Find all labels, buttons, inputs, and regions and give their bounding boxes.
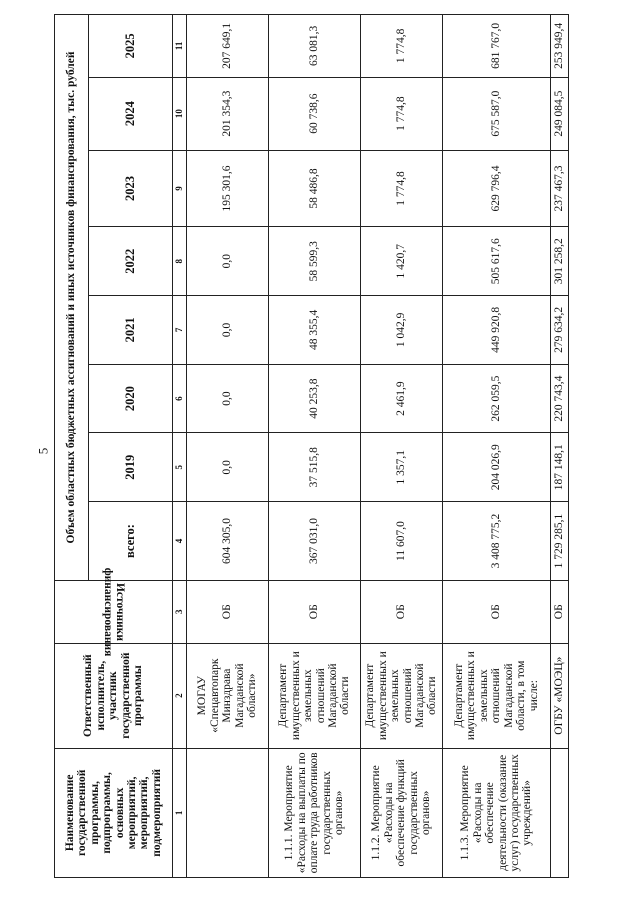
row-name: 1.1.3. Мероприятие «Расходы на обеспечение деятельности (оказание услуг) государственных учреждений» xyxy=(443,748,551,877)
column-number: 10 xyxy=(173,77,187,150)
row-responsible: ОГБУ «МОЭЦ» xyxy=(551,643,569,748)
row-value: 2 461,9 xyxy=(361,364,443,433)
table-row xyxy=(269,15,361,878)
header-year: 2020 xyxy=(89,364,173,433)
row-responsible: МОГАУ «Спецавтопарк Минздрава Магаданской области» xyxy=(187,643,269,748)
header-total: всего: xyxy=(89,502,173,581)
table-row xyxy=(443,15,551,878)
row-responsible: Департамент имущественных и земельных отношений Магаданской области xyxy=(269,643,361,748)
row-total: 367 031,0 xyxy=(269,502,361,581)
column-number: 8 xyxy=(173,227,187,296)
header-year: 2021 xyxy=(89,296,173,365)
column-number: 7 xyxy=(173,296,187,365)
row-total: 604 305,0 xyxy=(187,502,269,581)
row-value: 1 420,7 xyxy=(361,227,443,296)
row-value: 0,0 xyxy=(187,364,269,433)
row-value: 301 258,2 xyxy=(551,227,569,296)
table-row xyxy=(187,15,269,878)
row-value: 629 796,4 xyxy=(443,150,551,227)
column-number: 4 xyxy=(173,502,187,581)
row-total: 3 408 775,2 xyxy=(443,502,551,581)
row-value: 58 599,3 xyxy=(269,227,361,296)
row-value: 279 634,2 xyxy=(551,296,569,365)
row-value: 207 649,1 xyxy=(187,15,269,78)
budget-table xyxy=(54,14,569,878)
row-value: 0,0 xyxy=(187,433,269,502)
row-value: 0,0 xyxy=(187,227,269,296)
header-source-line1: Источники xyxy=(113,582,126,641)
header-volume: Объем областных бюджетных ассигнований и иных источников финансирования, тыс. рублей xyxy=(55,15,89,581)
header-responsible: Ответственный исполнитель, участник государственной программы xyxy=(55,643,173,748)
rotated-table-stage xyxy=(54,14,590,878)
row-value: 681 767,0 xyxy=(443,15,551,78)
header-name: Наименование государственной программы, подпрограммы, основных мероприятий, мероприятий, подмероприятий xyxy=(55,748,173,877)
row-source: ОБ xyxy=(269,580,361,643)
page-number: 5 xyxy=(35,447,51,455)
row-value: 0,0 xyxy=(187,296,269,365)
header-year: 2023 xyxy=(89,150,173,227)
row-value: 187 148,1 xyxy=(551,433,569,502)
column-number: 6 xyxy=(173,364,187,433)
row-value: 60 738,6 xyxy=(269,77,361,150)
row-value: 1 774,8 xyxy=(361,150,443,227)
row-value: 63 081,3 xyxy=(269,15,361,78)
row-value: 220 743,4 xyxy=(551,364,569,433)
row-value: 1 357,1 xyxy=(361,433,443,502)
row-name: 1.1.1. Мероприятие «Расходы на выплаты по оплате труда работников государственных органов» xyxy=(269,748,361,877)
column-number: 2 xyxy=(173,643,187,748)
row-value: 48 355,4 xyxy=(269,296,361,365)
column-number: 11 xyxy=(173,15,187,78)
row-source: ОБ xyxy=(187,580,269,643)
header-source-line2: финансирования xyxy=(101,567,114,657)
header-year: 2025 xyxy=(89,15,173,78)
table-row xyxy=(361,15,443,878)
row-value: 1 042,9 xyxy=(361,296,443,365)
row-value: 37 515,8 xyxy=(269,433,361,502)
row-value: 505 617,6 xyxy=(443,227,551,296)
row-source: ОБ xyxy=(551,580,569,643)
row-name xyxy=(551,748,569,877)
table-row xyxy=(551,15,569,878)
row-value: 58 486,8 xyxy=(269,150,361,227)
row-value: 1 774,8 xyxy=(361,15,443,78)
column-number: 3 xyxy=(173,580,187,643)
header-year: 2019 xyxy=(89,433,173,502)
row-value: 675 587,0 xyxy=(443,77,551,150)
row-value: 195 301,6 xyxy=(187,150,269,227)
row-value: 201 354,3 xyxy=(187,77,269,150)
row-name xyxy=(187,748,269,877)
row-value: 449 920,8 xyxy=(443,296,551,365)
column-number: 1 xyxy=(173,748,187,877)
row-source: ОБ xyxy=(443,580,551,643)
row-value: 1 774,8 xyxy=(361,77,443,150)
row-value: 237 467,3 xyxy=(551,150,569,227)
header-source xyxy=(55,567,173,657)
row-value: 40 253,8 xyxy=(269,364,361,433)
row-value: 249 084,5 xyxy=(551,77,569,150)
row-value: 204 026,9 xyxy=(443,433,551,502)
row-responsible: Департамент имущественных и земельных отношений Магаданской области, в том числе: xyxy=(443,643,551,748)
column-number: 9 xyxy=(173,150,187,227)
row-value: 253 949,4 xyxy=(551,15,569,78)
header-year: 2024 xyxy=(89,77,173,150)
row-value: 262 059,5 xyxy=(443,364,551,433)
header-year: 2022 xyxy=(89,227,173,296)
row-source: ОБ xyxy=(361,580,443,643)
row-responsible: Департамент имущественных и земельных отношений Магаданской области xyxy=(361,643,443,748)
column-number: 5 xyxy=(173,433,187,502)
row-total: 11 607,0 xyxy=(361,502,443,581)
row-total: 1 729 285,1 xyxy=(551,502,569,581)
row-name: 1.1.2. Мероприятие «Расходы на обеспечение функций государственных органов» xyxy=(361,748,443,877)
